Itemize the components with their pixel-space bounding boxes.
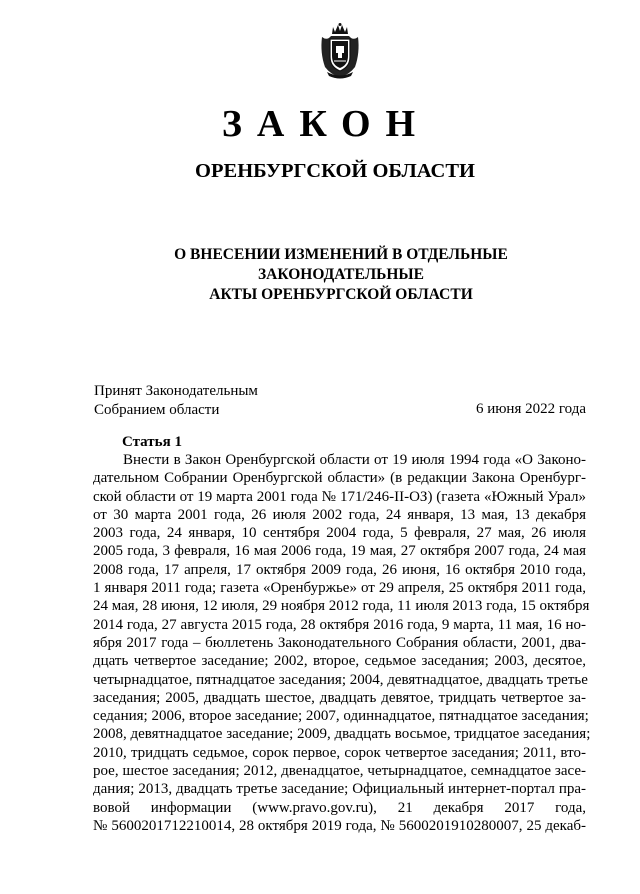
article-line: дцать четвертое заседание; 2002, второе, седьмое заседания; 2003, десятое, — [93, 653, 586, 670]
article-line: четырнадцатое, пятнадцатое заседания; 2004, девятнадцатое, двадцать третье — [93, 671, 588, 688]
document-region: ОРЕНБУРГСКОЙ ОБЛАСТИ — [195, 160, 475, 182]
adoption-date: 6 июня 2022 года — [475, 401, 586, 417]
article-line: заседания; 2005, двадцать шестое, двадцать девятое, тридцать четвертое за- — [93, 689, 586, 706]
article-line: ской области от 19 марта 2001 года № 171/246-II-ОЗ) (газета «Южный Урал» — [93, 488, 586, 505]
article-line: 2014 года, 27 августа 2015 года, 28 октября 2016 года, 9 марта, 11 мая, 16 но- — [93, 616, 586, 633]
article-line: рое, шестое заседания; 2012, двенадцатое, четырнадцатое, семнадцатое засе- — [93, 763, 586, 780]
article-line: 24 мая, 28 июня, 12 июля, 29 ноября 2012 года, 11 июля 2013 года, 15 октября — [93, 598, 590, 615]
adoption-line: Принят Законодательным — [94, 383, 258, 399]
article-line: дательном Собрании Оренбургской области» (в редакции Закона Оренбург- — [93, 470, 586, 487]
article-line: Внести в Закон Оренбургской области от 19 июля 1994 года «О Законо- — [123, 452, 586, 468]
law-title — [92, 245, 590, 305]
article-line: ября 2017 года – бюллетень Законодательного Собрания области, 2001, два- — [93, 634, 586, 651]
article-line: 1 января 2011 года; газета «Оренбуржье» от 29 апреля, 25 октября 2011 года, — [93, 580, 586, 597]
article-line: 2008 года, 17 апреля, 17 октября 2009 года, 26 июня, 16 октября 2010 года, — [93, 561, 586, 578]
law-title-line: АКТЫ ОРЕНБУРГСКОЙ ОБЛАСТИ — [209, 286, 473, 303]
article-line: 2010, тридцать седьмое, сорок первое, сорок четвертое заседания; 2011, вто- — [93, 744, 586, 761]
article-line: № 5600201712210014, 28 октября 2019 года, № 5600201910280007, 25 декаб- — [93, 817, 586, 834]
article-line: 2003 года, 24 января, 10 сентября 2004 года, 5 февраля, 27 мая, 26 июля — [93, 525, 586, 542]
article-body — [93, 451, 591, 835]
article-line: от 30 марта 2001 года, 26 июля 2002 года, 24 января, 13 мая, 13 декабря — [93, 506, 586, 523]
article-line: дания; 2013, двадцать третье заседание; Официальный интернет-портал пра- — [93, 781, 586, 798]
article-line: 2005 года, 3 февраля, 16 мая 2006 года, 19 мая, 27 октября 2007 года, 24 мая — [93, 543, 586, 560]
adoption-line: Собранием области — [94, 402, 220, 418]
article-line: седания; 2006, второе заседание; 2007, одиннадцатое, пятнадцатое заседания; — [93, 708, 589, 725]
coat-of-arms-icon — [319, 23, 361, 79]
article-line: вовой информации (www.pravo.gov.ru), 21 декабря 2017 года, — [93, 799, 586, 816]
law-title-line: О ВНЕСЕНИИ ИЗМЕНЕНИЙ В ОТДЕЛЬНЫЕ ЗАКОНОДАТЕЛЬНЫЕ — [174, 246, 508, 283]
document-title: ЗАКОН — [221, 103, 431, 145]
article-line: 2008, девятнадцатое заседание; 2009, двадцать восьмое, тридцатое заседания; — [93, 726, 591, 743]
article-heading: Статья 1 — [122, 434, 182, 450]
adoption-statement — [94, 382, 258, 420]
